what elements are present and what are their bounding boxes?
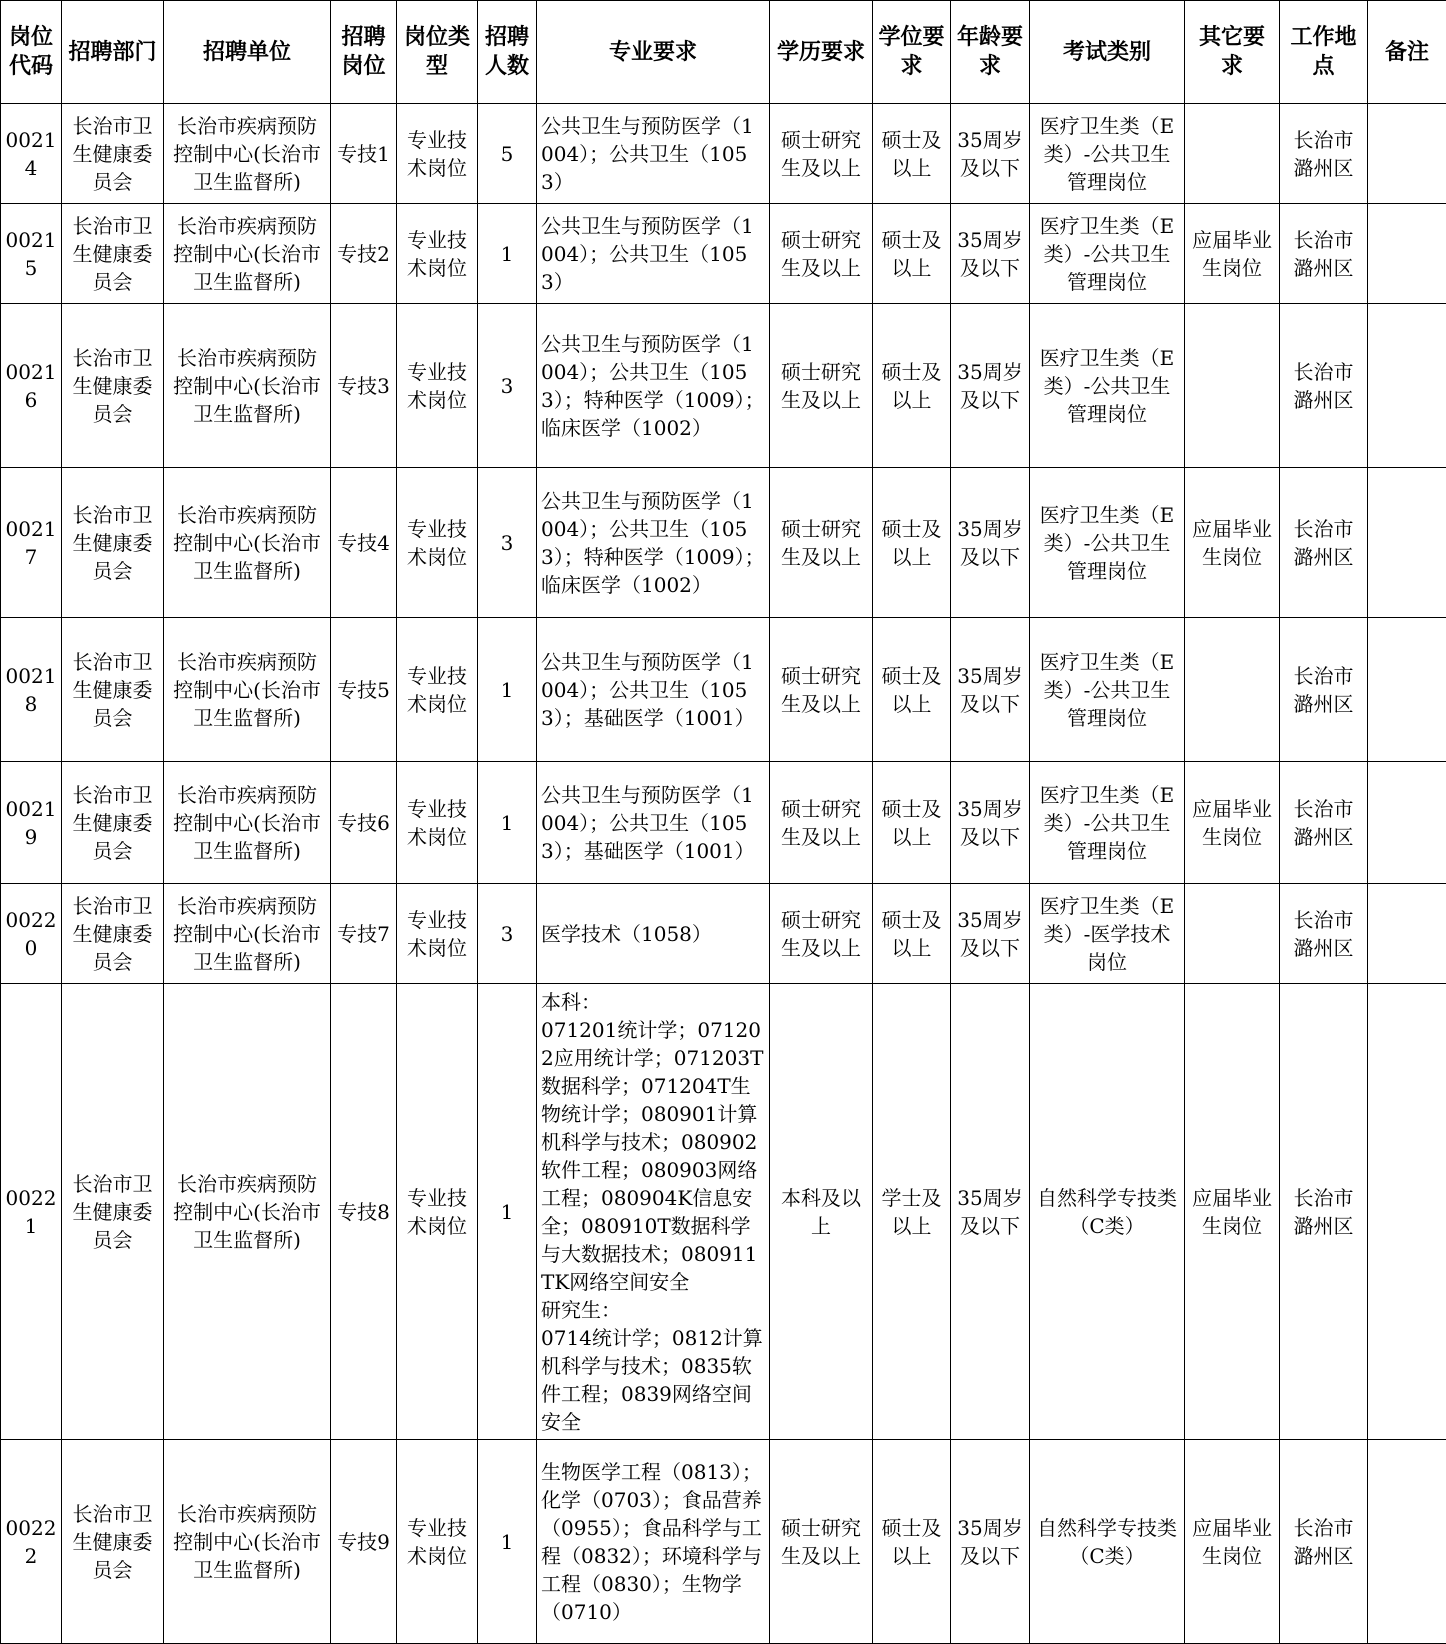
cell-exam xyxy=(1030,884,1185,984)
cell-code-text: 00218 xyxy=(3,662,59,718)
cell-dept xyxy=(62,304,164,468)
cell-unit-text: 长治市疾病预防控制中心(长治市卫生监督所) xyxy=(168,212,326,296)
cell-unit-text: 长治市疾病预防控制中心(长治市卫生监督所) xyxy=(168,648,326,732)
cell-type-text: 专业技术岗位 xyxy=(401,1514,473,1570)
header-row xyxy=(1,1,1446,104)
cell-num xyxy=(478,468,537,618)
cell-unit-text: 长治市疾病预防控制中心(长治市卫生监督所) xyxy=(168,781,326,865)
cell-edu xyxy=(770,884,873,984)
cell-edu-text: 硕士研究生及以上 xyxy=(774,795,868,851)
table-row xyxy=(1,304,1446,468)
cell-type xyxy=(397,1440,478,1644)
cell-num-text: 5 xyxy=(482,140,532,168)
cell-other xyxy=(1185,618,1280,762)
cell-post xyxy=(331,618,397,762)
cell-place-text: 长治市潞州区 xyxy=(1284,226,1363,282)
cell-note xyxy=(1368,104,1446,204)
cell-num xyxy=(478,1440,537,1644)
header-num: 招聘人数 xyxy=(478,1,537,104)
cell-exam xyxy=(1030,1440,1185,1644)
cell-dept xyxy=(62,468,164,618)
cell-major xyxy=(537,204,770,304)
cell-exam-text: 医疗卫生类（E类）-公共卫生管理岗位 xyxy=(1034,212,1180,296)
cell-num xyxy=(478,618,537,762)
cell-num xyxy=(478,204,537,304)
cell-post xyxy=(331,204,397,304)
cell-unit-text: 长治市疾病预防控制中心(长治市卫生监督所) xyxy=(168,112,326,196)
cell-place xyxy=(1280,618,1368,762)
cell-note xyxy=(1368,884,1446,984)
cell-unit xyxy=(164,618,331,762)
cell-num-text: 1 xyxy=(482,1528,532,1556)
cell-place-text: 长治市潞州区 xyxy=(1284,515,1363,571)
cell-age-text: 35周岁及以下 xyxy=(955,1514,1025,1570)
cell-degree-text: 硕士及以上 xyxy=(877,662,946,718)
cell-exam xyxy=(1030,104,1185,204)
cell-dept-text: 长治市卫生健康委员会 xyxy=(66,892,159,976)
cell-degree-text: 硕士及以上 xyxy=(877,795,946,851)
cell-major xyxy=(537,104,770,204)
cell-unit-text: 长治市疾病预防控制中心(长治市卫生监督所) xyxy=(168,1500,326,1584)
cell-degree xyxy=(873,762,951,884)
cell-exam-text: 医疗卫生类（E类）-公共卫生管理岗位 xyxy=(1034,344,1180,428)
cell-edu-text: 硕士研究生及以上 xyxy=(774,226,868,282)
cell-exam-text: 医疗卫生类（E类）-医学技术岗位 xyxy=(1034,892,1180,976)
cell-age-text: 35周岁及以下 xyxy=(955,795,1025,851)
cell-type-text: 专业技术岗位 xyxy=(401,1184,473,1240)
cell-age xyxy=(951,468,1030,618)
cell-edu-text: 硕士研究生及以上 xyxy=(774,662,868,718)
cell-post xyxy=(331,1440,397,1644)
cell-post-text: 专技8 xyxy=(335,1198,392,1226)
cell-degree xyxy=(873,304,951,468)
cell-place xyxy=(1280,884,1368,984)
cell-type xyxy=(397,762,478,884)
cell-age xyxy=(951,204,1030,304)
cell-degree xyxy=(873,1440,951,1644)
cell-unit xyxy=(164,884,331,984)
cell-unit xyxy=(164,1440,331,1644)
cell-age xyxy=(951,762,1030,884)
cell-age xyxy=(951,104,1030,204)
cell-num-text: 3 xyxy=(482,529,532,557)
cell-type xyxy=(397,618,478,762)
cell-dept-text: 长治市卫生健康委员会 xyxy=(66,1170,159,1254)
cell-code xyxy=(1,104,62,204)
cell-degree xyxy=(873,104,951,204)
cell-type-text: 专业技术岗位 xyxy=(401,226,473,282)
cell-place-text: 长治市潞州区 xyxy=(1284,1184,1363,1240)
cell-unit xyxy=(164,304,331,468)
cell-dept xyxy=(62,884,164,984)
cell-type-text: 专业技术岗位 xyxy=(401,906,473,962)
cell-type xyxy=(397,304,478,468)
cell-edu-text: 硕士研究生及以上 xyxy=(774,515,868,571)
cell-code xyxy=(1,204,62,304)
table-row xyxy=(1,884,1446,984)
cell-code-text: 00222 xyxy=(3,1514,59,1570)
cell-type xyxy=(397,884,478,984)
cell-exam xyxy=(1030,304,1185,468)
cell-place-text: 长治市潞州区 xyxy=(1284,126,1363,182)
table-row xyxy=(1,468,1446,618)
cell-age xyxy=(951,618,1030,762)
cell-code-text: 00217 xyxy=(3,515,59,571)
cell-code xyxy=(1,1440,62,1644)
cell-other xyxy=(1185,304,1280,468)
cell-edu xyxy=(770,762,873,884)
cell-unit xyxy=(164,762,331,884)
cell-num-text: 1 xyxy=(482,676,532,704)
cell-dept-text: 长治市卫生健康委员会 xyxy=(66,1500,159,1584)
cell-dept-text: 长治市卫生健康委员会 xyxy=(66,212,159,296)
cell-exam-text: 医疗卫生类（E类）-公共卫生管理岗位 xyxy=(1034,501,1180,585)
cell-note xyxy=(1368,468,1446,618)
cell-unit xyxy=(164,984,331,1440)
cell-code-text: 00216 xyxy=(3,358,59,414)
cell-degree-text: 学士及以上 xyxy=(877,1184,946,1240)
cell-other-text: 应届毕业生岗位 xyxy=(1189,1514,1275,1570)
cell-degree-text: 硕士及以上 xyxy=(877,906,946,962)
cell-exam-text: 医疗卫生类（E类）-公共卫生管理岗位 xyxy=(1034,112,1180,196)
cell-dept-text: 长治市卫生健康委员会 xyxy=(66,344,159,428)
cell-major-text: 本科： 071201统计学；071202应用统计学；071203T数据科学；071204T生物统计学；080901计算机科学与技术；080902软件工程；080903网络工程；080904K信息安全；080910T数据科学与大数据技术；080911TK网络空间安全 研究生： 0714统计学；0812计算机科学与技术；0835软件工程；0839网络空间安全 xyxy=(541,988,765,1436)
cell-dept-text: 长治市卫生健康委员会 xyxy=(66,781,159,865)
cell-unit-text: 长治市疾病预防控制中心(长治市卫生监督所) xyxy=(168,1170,326,1254)
cell-exam xyxy=(1030,984,1185,1440)
cell-major xyxy=(537,1440,770,1644)
cell-note xyxy=(1368,618,1446,762)
cell-edu xyxy=(770,1440,873,1644)
cell-age-text: 35周岁及以下 xyxy=(955,515,1025,571)
cell-dept xyxy=(62,618,164,762)
cell-post xyxy=(331,468,397,618)
cell-degree xyxy=(873,884,951,984)
cell-edu-text: 本科及以上 xyxy=(774,1184,868,1240)
header-degree: 学位要求 xyxy=(873,1,951,104)
cell-code-text: 00220 xyxy=(3,906,59,962)
cell-post xyxy=(331,104,397,204)
cell-code-text: 00215 xyxy=(3,226,59,282)
cell-num xyxy=(478,762,537,884)
table-row xyxy=(1,984,1446,1440)
cell-type-text: 专业技术岗位 xyxy=(401,515,473,571)
cell-exam xyxy=(1030,204,1185,304)
cell-exam xyxy=(1030,468,1185,618)
header-dept: 招聘部门 xyxy=(62,1,164,104)
cell-edu-text: 硕士研究生及以上 xyxy=(774,358,868,414)
cell-unit xyxy=(164,468,331,618)
cell-post-text: 专技6 xyxy=(335,809,392,837)
cell-other xyxy=(1185,104,1280,204)
table-row xyxy=(1,618,1446,762)
cell-code xyxy=(1,304,62,468)
cell-other xyxy=(1185,762,1280,884)
cell-type-text: 专业技术岗位 xyxy=(401,126,473,182)
cell-other-text: 应届毕业生岗位 xyxy=(1189,795,1275,851)
cell-dept-text: 长治市卫生健康委员会 xyxy=(66,112,159,196)
cell-note xyxy=(1368,762,1446,884)
cell-age xyxy=(951,884,1030,984)
cell-major xyxy=(537,468,770,618)
cell-dept-text: 长治市卫生健康委员会 xyxy=(66,501,159,585)
table-row xyxy=(1,762,1446,884)
cell-age xyxy=(951,304,1030,468)
cell-age-text: 35周岁及以下 xyxy=(955,358,1025,414)
cell-major-text: 公共卫生与预防医学（1004）；公共卫生（1053）；基础医学（1001） xyxy=(541,648,765,732)
cell-degree xyxy=(873,984,951,1440)
cell-place-text: 长治市潞州区 xyxy=(1284,795,1363,851)
cell-type xyxy=(397,468,478,618)
cell-major-text: 公共卫生与预防医学（1004）；公共卫生（1053） xyxy=(541,112,765,196)
cell-dept xyxy=(62,762,164,884)
cell-dept xyxy=(62,204,164,304)
table-row xyxy=(1,104,1446,204)
cell-other xyxy=(1185,1440,1280,1644)
cell-age-text: 35周岁及以下 xyxy=(955,226,1025,282)
cell-other xyxy=(1185,468,1280,618)
cell-edu xyxy=(770,204,873,304)
cell-edu xyxy=(770,304,873,468)
cell-place xyxy=(1280,984,1368,1440)
cell-degree xyxy=(873,204,951,304)
cell-post-text: 专技1 xyxy=(335,140,392,168)
cell-num xyxy=(478,104,537,204)
cell-edu-text: 硕士研究生及以上 xyxy=(774,126,868,182)
cell-code-text: 00214 xyxy=(3,126,59,182)
cell-edu-text: 硕士研究生及以上 xyxy=(774,1514,868,1570)
header-major: 专业要求 xyxy=(537,1,770,104)
cell-dept-text: 长治市卫生健康委员会 xyxy=(66,648,159,732)
cell-place-text: 长治市潞州区 xyxy=(1284,662,1363,718)
header-code: 岗位代码 xyxy=(1,1,62,104)
cell-num-text: 1 xyxy=(482,1198,532,1226)
cell-dept xyxy=(62,1440,164,1644)
cell-major-text: 公共卫生与预防医学（1004）；公共卫生（1053）；特种医学（1009）；临床医学（1002） xyxy=(541,487,765,599)
cell-unit xyxy=(164,204,331,304)
cell-major-text: 公共卫生与预防医学（1004）；公共卫生（1053）；特种医学（1009）；临床医学（1002） xyxy=(541,330,765,442)
cell-edu xyxy=(770,984,873,1440)
cell-num-text: 1 xyxy=(482,809,532,837)
cell-post xyxy=(331,884,397,984)
cell-exam xyxy=(1030,618,1185,762)
cell-major-text: 生物医学工程（0813）；化学（0703）；食品营养（0955）；食品科学与工程（0832）；环境科学与工程（0830）；生物学（0710） xyxy=(541,1458,765,1626)
cell-degree xyxy=(873,618,951,762)
cell-place xyxy=(1280,762,1368,884)
cell-code xyxy=(1,618,62,762)
cell-other-text: 应届毕业生岗位 xyxy=(1189,226,1275,282)
cell-num xyxy=(478,884,537,984)
cell-major xyxy=(537,984,770,1440)
cell-edu xyxy=(770,468,873,618)
cell-unit-text: 长治市疾病预防控制中心(长治市卫生监督所) xyxy=(168,344,326,428)
cell-place xyxy=(1280,468,1368,618)
cell-edu xyxy=(770,618,873,762)
cell-type-text: 专业技术岗位 xyxy=(401,795,473,851)
cell-code xyxy=(1,984,62,1440)
cell-age-text: 35周岁及以下 xyxy=(955,906,1025,962)
cell-exam-text: 自然科学专技类（C类） xyxy=(1034,1514,1180,1570)
cell-edu-text: 硕士研究生及以上 xyxy=(774,906,868,962)
cell-exam-text: 医疗卫生类（E类）-公共卫生管理岗位 xyxy=(1034,648,1180,732)
cell-dept xyxy=(62,104,164,204)
cell-degree-text: 硕士及以上 xyxy=(877,1514,946,1570)
cell-major xyxy=(537,884,770,984)
header-post: 招聘岗位 xyxy=(331,1,397,104)
cell-age-text: 35周岁及以下 xyxy=(955,1184,1025,1240)
cell-code xyxy=(1,884,62,984)
cell-num xyxy=(478,984,537,1440)
cell-other-text: 应届毕业生岗位 xyxy=(1189,1184,1275,1240)
cell-unit xyxy=(164,104,331,204)
cell-place-text: 长治市潞州区 xyxy=(1284,358,1363,414)
cell-major xyxy=(537,304,770,468)
cell-other xyxy=(1185,204,1280,304)
cell-code-text: 00221 xyxy=(3,1184,59,1240)
cell-num-text: 3 xyxy=(482,372,532,400)
header-note: 备注 xyxy=(1368,1,1446,104)
cell-other xyxy=(1185,984,1280,1440)
cell-type xyxy=(397,204,478,304)
cell-post-text: 专技4 xyxy=(335,529,392,557)
cell-exam-text: 医疗卫生类（E类）-公共卫生管理岗位 xyxy=(1034,781,1180,865)
cell-code-text: 00219 xyxy=(3,795,59,851)
cell-place xyxy=(1280,104,1368,204)
header-edu: 学历要求 xyxy=(770,1,873,104)
cell-note xyxy=(1368,304,1446,468)
cell-post-text: 专技7 xyxy=(335,920,392,948)
cell-major-text: 公共卫生与预防医学（1004）；公共卫生（1053）；基础医学（1001） xyxy=(541,781,765,865)
cell-place xyxy=(1280,1440,1368,1644)
cell-post-text: 专技5 xyxy=(335,676,392,704)
cell-num-text: 1 xyxy=(482,240,532,268)
cell-post xyxy=(331,984,397,1440)
cell-dept xyxy=(62,984,164,1440)
cell-other xyxy=(1185,884,1280,984)
cell-num-text: 3 xyxy=(482,920,532,948)
cell-code xyxy=(1,762,62,884)
cell-unit-text: 长治市疾病预防控制中心(长治市卫生监督所) xyxy=(168,892,326,976)
cell-post-text: 专技9 xyxy=(335,1528,392,1556)
cell-degree xyxy=(873,468,951,618)
header-unit: 招聘单位 xyxy=(164,1,331,104)
table-row xyxy=(1,1440,1446,1644)
cell-degree-text: 硕士及以上 xyxy=(877,515,946,571)
cell-exam-text: 自然科学专技类（C类） xyxy=(1034,1184,1180,1240)
cell-degree-text: 硕士及以上 xyxy=(877,358,946,414)
cell-place-text: 长治市潞州区 xyxy=(1284,1514,1363,1570)
cell-num xyxy=(478,304,537,468)
cell-note xyxy=(1368,984,1446,1440)
cell-post xyxy=(331,762,397,884)
cell-age-text: 35周岁及以下 xyxy=(955,662,1025,718)
cell-place xyxy=(1280,304,1368,468)
cell-major-text: 公共卫生与预防医学（1004）；公共卫生（1053） xyxy=(541,212,765,296)
cell-type-text: 专业技术岗位 xyxy=(401,662,473,718)
cell-age xyxy=(951,1440,1030,1644)
cell-edu xyxy=(770,104,873,204)
cell-exam xyxy=(1030,762,1185,884)
header-age: 年龄要求 xyxy=(951,1,1030,104)
header-type: 岗位类型 xyxy=(397,1,478,104)
cell-note xyxy=(1368,204,1446,304)
cell-type xyxy=(397,104,478,204)
header-exam: 考试类别 xyxy=(1030,1,1185,104)
cell-post xyxy=(331,304,397,468)
cell-age xyxy=(951,984,1030,1440)
cell-type-text: 专业技术岗位 xyxy=(401,358,473,414)
cell-post-text: 专技2 xyxy=(335,240,392,268)
header-other: 其它要求 xyxy=(1185,1,1280,104)
cell-place-text: 长治市潞州区 xyxy=(1284,906,1363,962)
cell-degree-text: 硕士及以上 xyxy=(877,226,946,282)
cell-major xyxy=(537,762,770,884)
cell-post-text: 专技3 xyxy=(335,372,392,400)
cell-major xyxy=(537,618,770,762)
cell-age-text: 35周岁及以下 xyxy=(955,126,1025,182)
cell-degree-text: 硕士及以上 xyxy=(877,126,946,182)
cell-type xyxy=(397,984,478,1440)
cell-code xyxy=(1,468,62,618)
cell-note xyxy=(1368,1440,1446,1644)
table-row xyxy=(1,204,1446,304)
cell-place xyxy=(1280,204,1368,304)
cell-major-text: 医学技术（1058） xyxy=(541,920,765,948)
cell-other-text: 应届毕业生岗位 xyxy=(1189,515,1275,571)
header-place: 工作地点 xyxy=(1280,1,1368,104)
cell-unit-text: 长治市疾病预防控制中心(长治市卫生监督所) xyxy=(168,501,326,585)
